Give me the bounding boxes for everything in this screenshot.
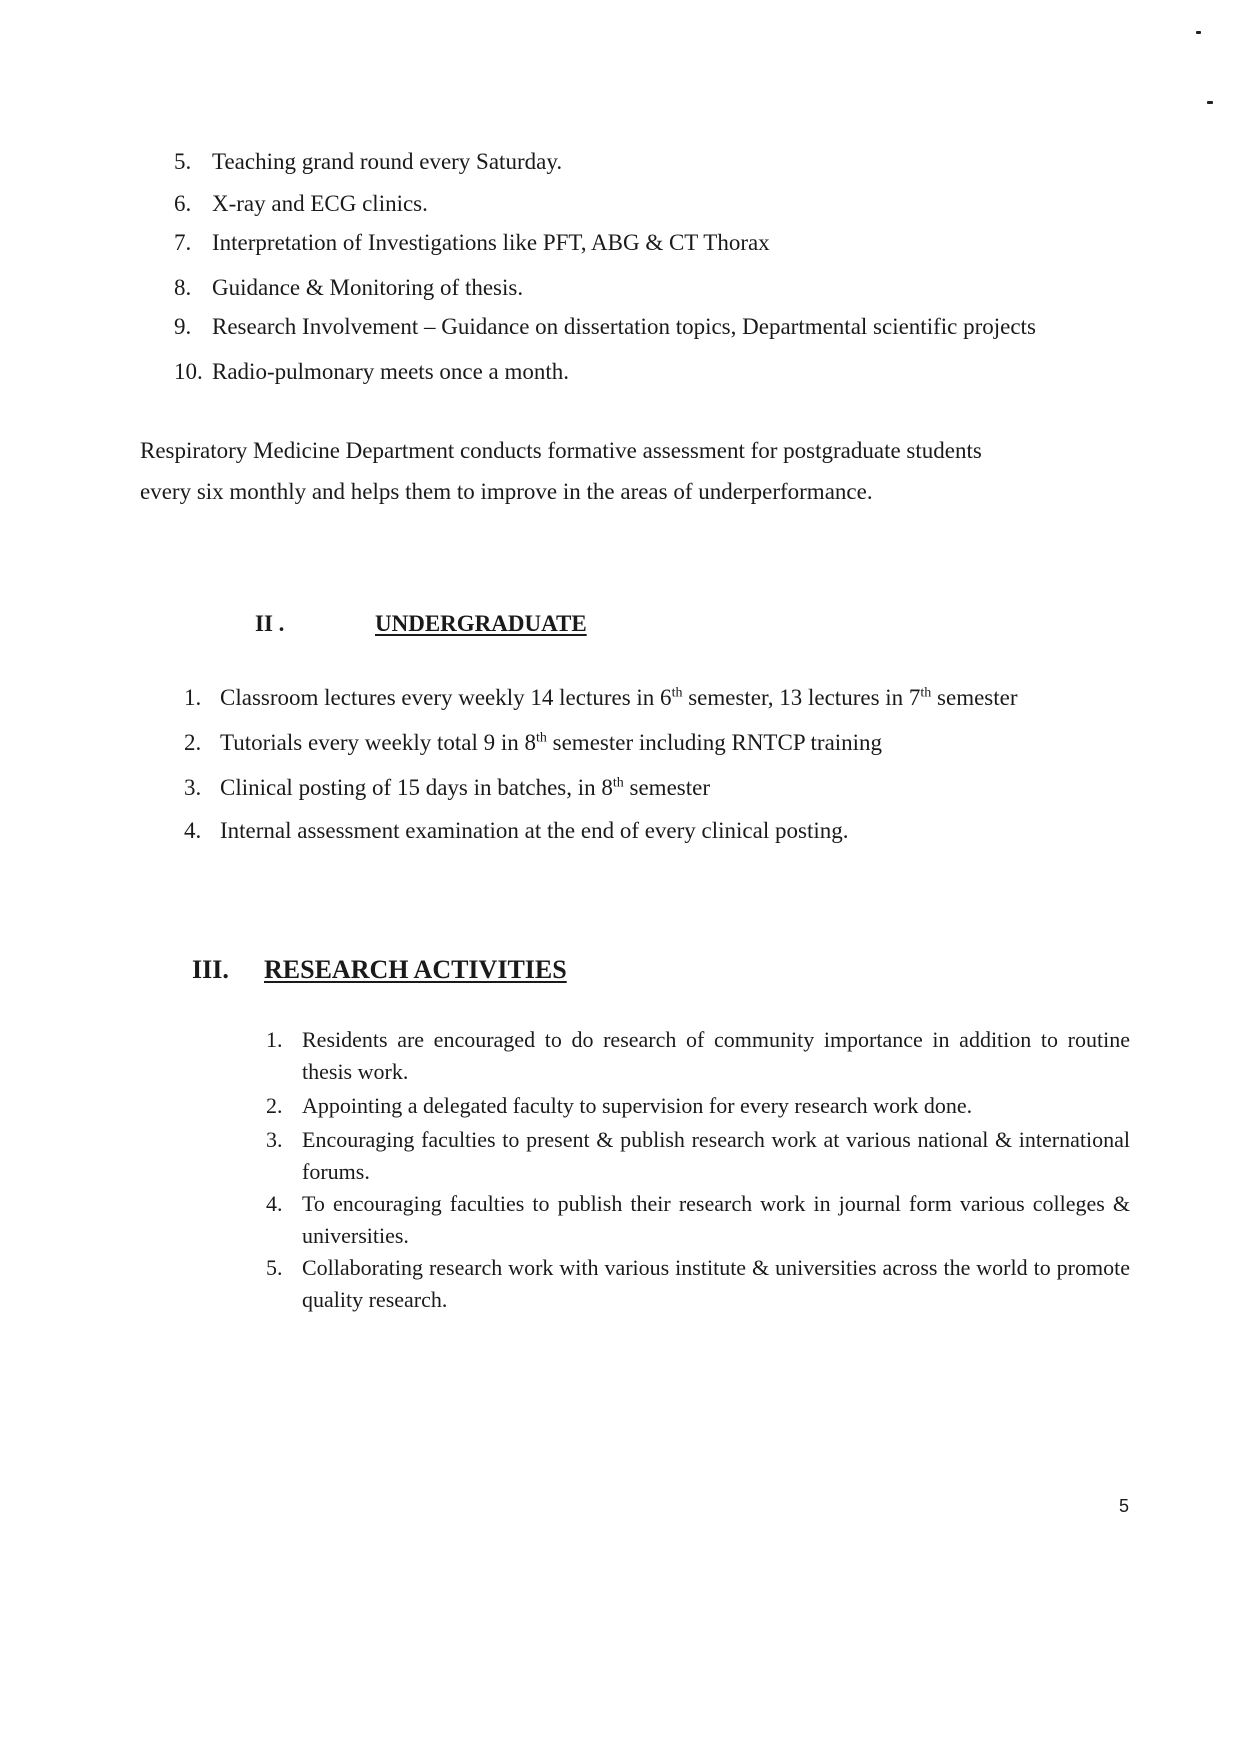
section-number: III. — [192, 955, 229, 984]
list-item: 3. Encouraging faculties to present & publish research work at various national & international forums. — [266, 1127, 1130, 1184]
scan-mark — [1207, 101, 1213, 104]
paragraph-line: Respiratory Medicine Department conducts formative assessment for postgraduate students — [140, 438, 982, 463]
list-item: 4. Internal assessment examination at the end of every clinical posting. — [184, 818, 849, 843]
section-title: UNDERGRADUATE — [375, 611, 587, 636]
section-number: II . — [255, 611, 285, 636]
scan-mark — [1196, 31, 1201, 34]
section-heading-research — [192, 955, 567, 985]
paragraph-line: every six monthly and helps them to improve in the areas of underperformance. — [140, 479, 873, 504]
section-heading-undergraduate — [255, 611, 587, 637]
list-item: 10. Radio-pulmonary meets once a month. — [174, 359, 570, 384]
list-item: 3. Clinical posting of 15 days in batches, in 8th semester — [184, 775, 710, 800]
list-item: 1. Classroom lectures every weekly 14 lectures in 6th semester, 13 lectures in 7th semester — [184, 685, 1018, 710]
section-title: RESEARCH ACTIVITIES — [264, 955, 567, 984]
list-item: 6. X-ray and ECG clinics. — [174, 191, 428, 216]
page-number: 5 — [1119, 1496, 1130, 1516]
list-item: 2. Appointing a delegated faculty to supervision for every research work done. — [266, 1093, 973, 1118]
list-item: 9. Research Involvement – Guidance on dissertation topics, Departmental scientific projects — [174, 314, 1036, 339]
list-item: 8. Guidance & Monitoring of thesis. — [174, 275, 524, 300]
list-item: 1. Residents are encouraged to do research of community importance in addition to routine thesis work. — [266, 1027, 1130, 1084]
list-item: 4. To encouraging faculties to publish their research work in journal form various colleges & universities. — [266, 1191, 1130, 1248]
list-item: 5. Collaborating research work with various institute & universities across the world to promote quality research. — [266, 1255, 1130, 1312]
list-item: 5. Teaching grand round every Saturday. — [174, 149, 563, 174]
list-item: 7. Interpretation of Investigations like PFT, ABG & CT Thorax — [174, 230, 770, 255]
list-item: 2. Tutorials every weekly total 9 in 8th semester including RNTCP training — [184, 730, 883, 755]
